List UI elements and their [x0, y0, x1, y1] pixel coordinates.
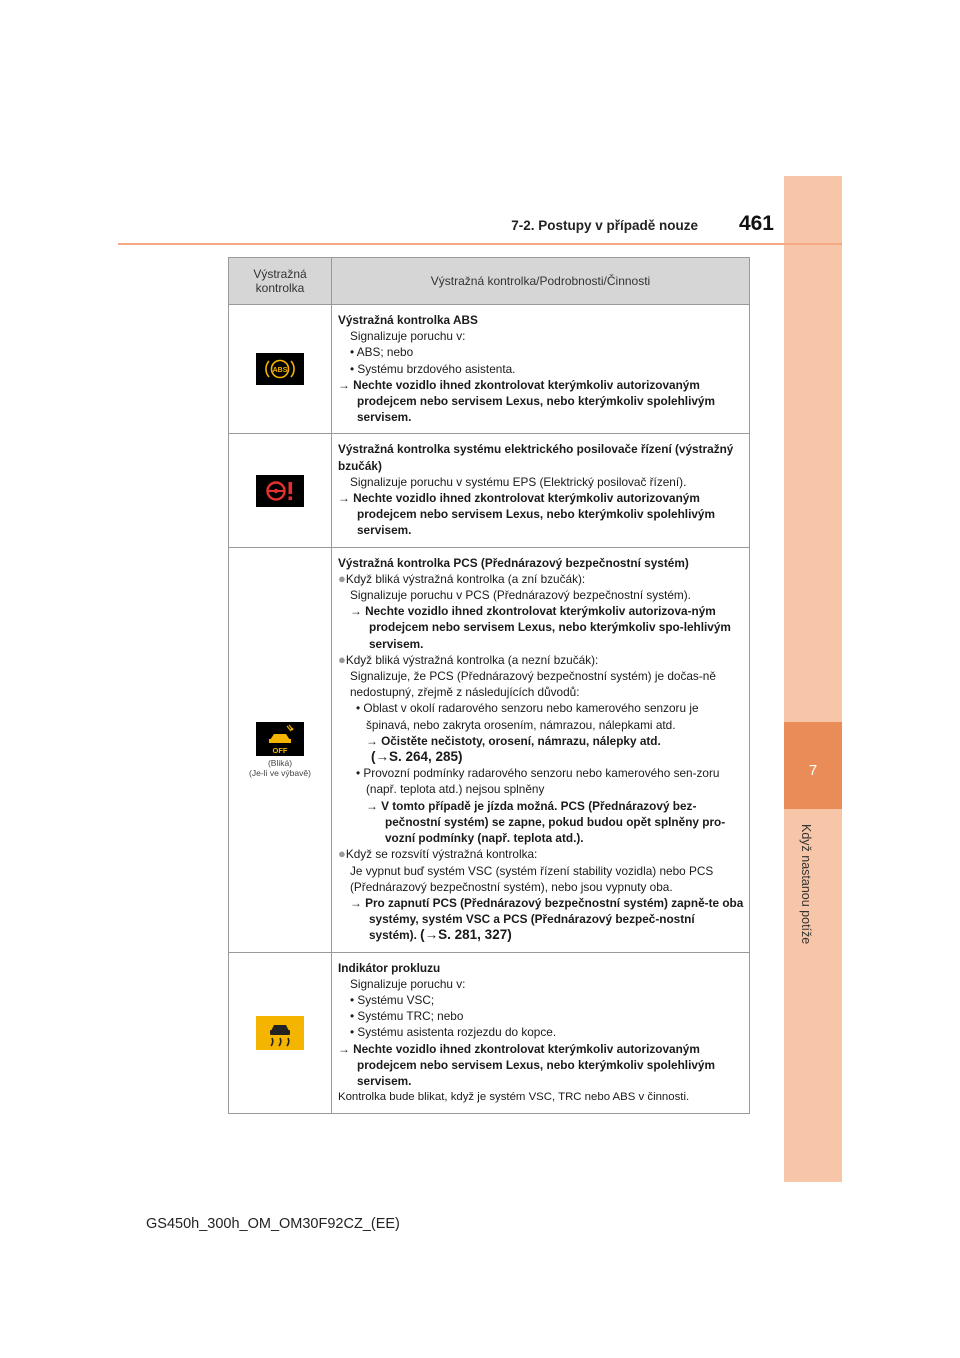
pcs-case: ●Když se rozsvítí výstražná kontrolka:	[338, 846, 538, 862]
pcs-action: → Očistěte nečistoty, orosení, námrazu, nálepky atd.	[366, 733, 661, 748]
abs-warning-icon	[256, 353, 304, 385]
eps-action: → Nechte vozidlo ihned zkontrolovat kterýmkoliv autorizovaným prodejcem nebo servisem Lexus, nebo kterýmkoliv spolehlivým servisem.	[338, 491, 715, 538]
abs-line: Signalizuje poruchu v:	[350, 329, 466, 344]
column-header-details: Výstražná kontrolka/Podrobnosti/Činnosti	[332, 258, 750, 305]
pcs-line: Signalizuje, že PCS (Přednárazový bezpečnostní systém) je dočas-ně nedostupný, zřejmě z následujících důvodů:	[350, 669, 716, 700]
page-reference: (→S. 281, 327)	[420, 927, 512, 943]
table-row	[229, 305, 750, 434]
pcs-off-label: OFF	[272, 745, 288, 755]
pcs-case: ●Když bliká výstražná kontrolka (a nezní bzučák):	[338, 651, 599, 667]
slip-line: Signalizuje poruchu v:	[350, 976, 466, 991]
document-code: GS450h_300h_OM_OM30F92CZ_(EE)	[146, 1216, 400, 1232]
abs-title: Výstražná kontrolka ABS	[338, 313, 478, 327]
pcs-action: → Nechte vozidlo ihned zkontrolovat kterýmkoliv autorizova-ným prodejcem nebo servisem Lexus, nebo kterýmkoliv spo-lehlivým servisem.	[350, 604, 731, 651]
abs-bullet: • Systému brzdového asistenta.	[350, 361, 516, 376]
eps-line: Signalizuje poruchu v systému EPS (Elektrický posilovač řízení).	[350, 474, 687, 489]
slip-bullet: • Systému TRC; nebo	[350, 1009, 464, 1024]
pcs-case: ●Když bliká výstražná kontrolka (a zní bzučák):	[338, 570, 586, 586]
page-number: 461	[738, 212, 774, 235]
slip-bullet: • Systému asistenta rozjezdu do kopce.	[350, 1025, 557, 1040]
pcs-bullet: • Oblast v okolí radarového senzoru nebo kamerového senzoru je špinavá, nebo zakryta orosením, námrazou, nálepkami atd.	[356, 701, 699, 732]
column-header-light: Výstražná kontrolka	[229, 258, 332, 305]
page-reference: (→S. 264, 285)	[371, 749, 463, 765]
eps-title: Výstražná kontrolka systému elektrického posilovače řízení (výstražný bzučák)	[338, 442, 734, 473]
pcs-icon-note: (Bliká)	[267, 757, 293, 768]
slip-action: → Nechte vozidlo ihned zkontrolovat kterýmkoliv autorizovaným prodejcem nebo servisem Lexus, nebo kterýmkoliv spolehlivým servisem.	[338, 1041, 715, 1088]
slip-indicator-icon	[256, 1016, 304, 1050]
slip-bullet: • Systému VSC;	[350, 992, 435, 1007]
pcs-action: → Pro zapnutí PCS (Přednárazový bezpečnostní systém) zapně-te oba systémy, systém VSC a PCS (Přednárazový bezpeč-nostní systém). (→S. 281, 327)	[350, 895, 744, 943]
table-row	[229, 547, 750, 952]
abs-bullet: • ABS; nebo	[350, 345, 414, 360]
chapter-number: 7	[808, 762, 818, 779]
pcs-icon-note: (Je-li ve výbavě)	[249, 767, 311, 778]
svg-text:ABS: ABS	[272, 367, 288, 375]
pcs-action: → V tomto případě je jízda možná. PCS (Přednárazový bez-pečnostní systém) se zapne, pokud budou opět splněny pro-vozní podmínky (např. teplota atd.).	[366, 798, 726, 846]
chapter-title: Když nastanou potíže	[799, 824, 813, 945]
pcs-bullet: • Provozní podmínky radarového senzoru nebo kamerového sen-zoru (např. teplota atd.) nejsou splněny	[356, 766, 720, 797]
table-row	[229, 952, 750, 1114]
pcs-line: Signalizuje poruchu v PCS (Přednárazový bezpečnostní systém).	[350, 588, 691, 603]
slip-note: Kontrolka bude blikat, když je systém VSC, TRC nebo ABS v činnosti.	[338, 1091, 690, 1104]
pcs-off-icon	[256, 722, 304, 756]
section-title: 7-2. Postupy v případě nouze	[511, 218, 698, 233]
warning-lights-table	[228, 257, 750, 1114]
pcs-title: Výstražná kontrolka PCS (Přednárazový bezpečnostní systém)	[338, 555, 689, 570]
table-header-row	[229, 258, 750, 305]
table-row	[229, 434, 750, 547]
steering-warning-icon	[256, 475, 304, 507]
chapter-side-strip	[784, 176, 842, 1182]
pcs-line: Je vypnut buď systém VSC (systém řízení stability vozidla) nebo PCS (Přednárazový bezpečnostní systém), nebo jsou vypnuty oba.	[350, 863, 714, 894]
slip-title: Indikátor prokluzu	[338, 960, 441, 975]
header-rule	[118, 243, 842, 245]
abs-action: → Nechte vozidlo ihned zkontrolovat kterýmkoliv autorizovaným prodejcem nebo servisem Lexus, nebo kterýmkoliv spolehlivým servisem.	[338, 377, 715, 425]
